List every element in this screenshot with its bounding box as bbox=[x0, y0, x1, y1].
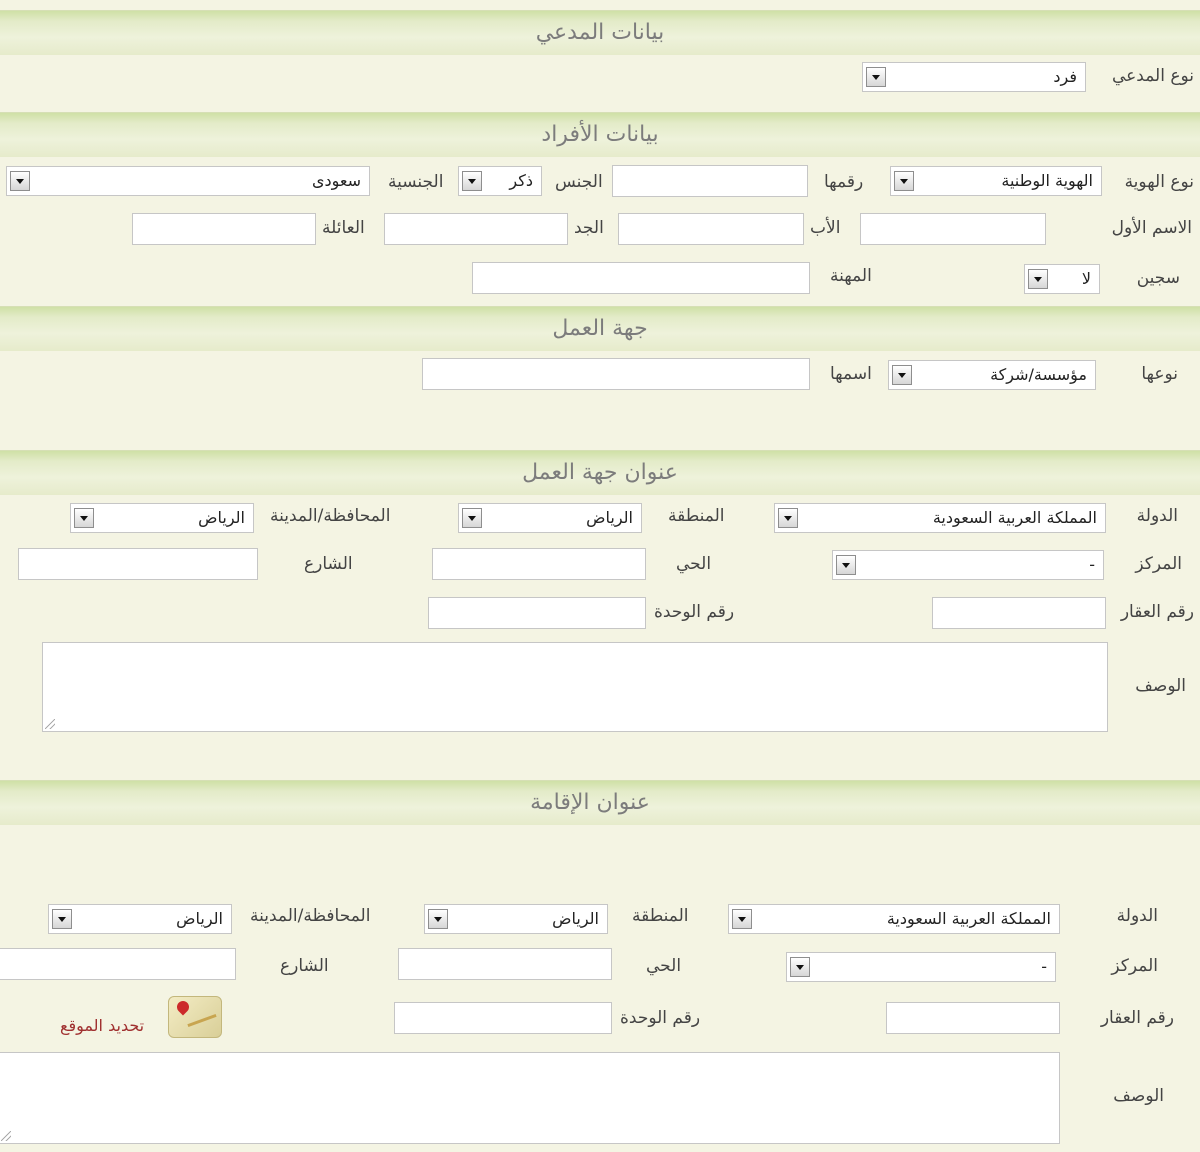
nationality-select[interactable] bbox=[6, 166, 370, 196]
employer-description-label: الوصف bbox=[1135, 676, 1186, 696]
employer-center-select[interactable] bbox=[832, 550, 1104, 580]
dropdown-arrow-icon[interactable] bbox=[732, 909, 752, 929]
residence-district-input[interactable] bbox=[398, 948, 612, 980]
id-type-label: نوع الهوية bbox=[1124, 172, 1194, 192]
residence-street-input[interactable] bbox=[0, 948, 236, 980]
employer-type-value: مؤسسة/شركة bbox=[990, 365, 1087, 384]
employer-address-section-header bbox=[0, 450, 1200, 495]
locate-on-map-link[interactable] bbox=[60, 994, 230, 1040]
grandfather-name-input[interactable] bbox=[384, 213, 568, 245]
employer-district-input[interactable] bbox=[432, 548, 646, 580]
employer-city-value: الرياض bbox=[198, 508, 245, 527]
employer-country-value: المملكة العربية السعودية bbox=[932, 508, 1097, 527]
residence-city-select[interactable] bbox=[48, 904, 232, 934]
dropdown-arrow-icon[interactable] bbox=[1028, 269, 1048, 289]
id-number-label: رقمها bbox=[824, 172, 864, 192]
residence-region-select[interactable] bbox=[424, 904, 608, 934]
employer-district-label: الحي bbox=[676, 554, 712, 574]
residence-street-label: الشارع bbox=[280, 956, 329, 976]
map-road bbox=[187, 1014, 216, 1027]
profession-input[interactable] bbox=[472, 262, 810, 294]
residence-property-input[interactable] bbox=[886, 1002, 1060, 1034]
employer-unit-input[interactable] bbox=[428, 597, 646, 629]
dropdown-arrow-icon[interactable] bbox=[778, 508, 798, 528]
employer-unit-label: رقم الوحدة bbox=[654, 602, 735, 622]
residence-property-label: رقم العقار bbox=[1100, 1008, 1174, 1028]
locate-on-map-label[interactable]: تحديد الموقع bbox=[60, 1016, 145, 1035]
individuals-section-header bbox=[0, 112, 1200, 157]
gender-value: ذكر bbox=[509, 171, 533, 190]
residence-description-textarea[interactable] bbox=[0, 1052, 1060, 1144]
claimant-type-value: فرد bbox=[1053, 67, 1077, 86]
nationality-label: الجنسية bbox=[388, 172, 444, 192]
claimant-type-select[interactable] bbox=[862, 62, 1086, 92]
id-number-input[interactable] bbox=[612, 165, 808, 197]
dropdown-arrow-icon[interactable] bbox=[462, 508, 482, 528]
employer-street-input[interactable] bbox=[18, 548, 258, 580]
dropdown-arrow-icon[interactable] bbox=[10, 171, 30, 191]
residence-country-select[interactable] bbox=[728, 904, 1060, 934]
first-name-input[interactable] bbox=[860, 213, 1046, 245]
residence-center-select[interactable] bbox=[786, 952, 1056, 982]
residence-district-label: الحي bbox=[646, 956, 682, 976]
section-title: بيانات الأفراد bbox=[541, 122, 659, 147]
id-type-select[interactable] bbox=[890, 166, 1102, 196]
employer-city-select[interactable] bbox=[70, 503, 254, 533]
dropdown-arrow-icon[interactable] bbox=[462, 171, 482, 191]
dropdown-arrow-icon[interactable] bbox=[52, 909, 72, 929]
residence-country-label: الدولة bbox=[1116, 906, 1158, 926]
claimant-type-label: نوع المدعي bbox=[1111, 66, 1194, 86]
employer-region-label: المنطقة bbox=[668, 506, 725, 526]
section-title: بيانات المدعي bbox=[535, 20, 665, 45]
family-name-label: العائلة bbox=[322, 218, 365, 238]
employer-region-select[interactable] bbox=[458, 503, 642, 533]
residence-center-label: المركز bbox=[1111, 956, 1158, 976]
employer-property-label: رقم العقار bbox=[1120, 602, 1194, 622]
employer-description-textarea[interactable] bbox=[42, 642, 1108, 732]
employer-property-input[interactable] bbox=[932, 597, 1106, 629]
dropdown-arrow-icon[interactable] bbox=[790, 957, 810, 977]
resize-grip-icon[interactable] bbox=[45, 719, 55, 729]
dropdown-arrow-icon[interactable] bbox=[74, 508, 94, 528]
employer-type-select[interactable] bbox=[888, 360, 1096, 390]
employer-section-header bbox=[0, 306, 1200, 351]
map-pin-icon[interactable] bbox=[168, 996, 222, 1038]
resize-grip-icon[interactable] bbox=[1, 1131, 11, 1141]
residence-region-value: الرياض bbox=[552, 909, 599, 928]
first-name-label: الاسم الأول bbox=[1111, 218, 1192, 238]
pin-marker bbox=[175, 999, 192, 1016]
residence-section-header bbox=[0, 780, 1200, 825]
grandfather-name-label: الجد bbox=[574, 218, 604, 238]
dropdown-arrow-icon[interactable] bbox=[428, 909, 448, 929]
residence-region-label: المنطقة bbox=[632, 906, 689, 926]
residence-unit-input[interactable] bbox=[394, 1002, 612, 1034]
dropdown-arrow-icon[interactable] bbox=[894, 171, 914, 191]
employer-center-value: - bbox=[1089, 555, 1095, 574]
dropdown-arrow-icon[interactable] bbox=[866, 67, 886, 87]
claimant-section-header bbox=[0, 10, 1200, 55]
prisoner-label: سجين bbox=[1136, 268, 1180, 288]
gender-select[interactable] bbox=[458, 166, 542, 196]
id-type-value: الهوية الوطنية bbox=[1001, 171, 1093, 190]
dropdown-arrow-icon[interactable] bbox=[892, 365, 912, 385]
employer-type-label: نوعها bbox=[1141, 364, 1178, 384]
gender-label: الجنس bbox=[555, 172, 603, 192]
section-title: عنوان جهة العمل bbox=[522, 460, 678, 485]
employer-country-select[interactable] bbox=[774, 503, 1106, 533]
father-name-label: الأب bbox=[810, 218, 841, 238]
employer-name-label: اسمها bbox=[830, 364, 872, 384]
employer-street-label: الشارع bbox=[304, 554, 353, 574]
employer-country-label: الدولة bbox=[1136, 506, 1178, 526]
residence-unit-label: رقم الوحدة bbox=[620, 1008, 701, 1028]
section-title: جهة العمل bbox=[552, 316, 648, 341]
employer-city-label: المحافظة/المدينة bbox=[270, 506, 391, 526]
employer-center-label: المركز bbox=[1135, 554, 1182, 574]
residence-center-value: - bbox=[1041, 957, 1047, 976]
employer-name-input[interactable] bbox=[422, 358, 810, 390]
residence-description-label: الوصف bbox=[1113, 1086, 1164, 1106]
nationality-value: سعودى bbox=[311, 171, 361, 190]
residence-country-value: المملكة العربية السعودية bbox=[886, 909, 1051, 928]
employer-region-value: الرياض bbox=[586, 508, 633, 527]
family-name-input[interactable] bbox=[132, 213, 316, 245]
profession-label: المهنة bbox=[830, 266, 872, 286]
section-title: عنوان الإقامة bbox=[530, 790, 650, 815]
father-name-input[interactable] bbox=[618, 213, 804, 245]
prisoner-select[interactable] bbox=[1024, 264, 1100, 294]
residence-city-value: الرياض bbox=[176, 909, 223, 928]
prisoner-value: لا bbox=[1081, 269, 1091, 288]
residence-city-label: المحافظة/المدينة bbox=[250, 906, 371, 926]
dropdown-arrow-icon[interactable] bbox=[836, 555, 856, 575]
